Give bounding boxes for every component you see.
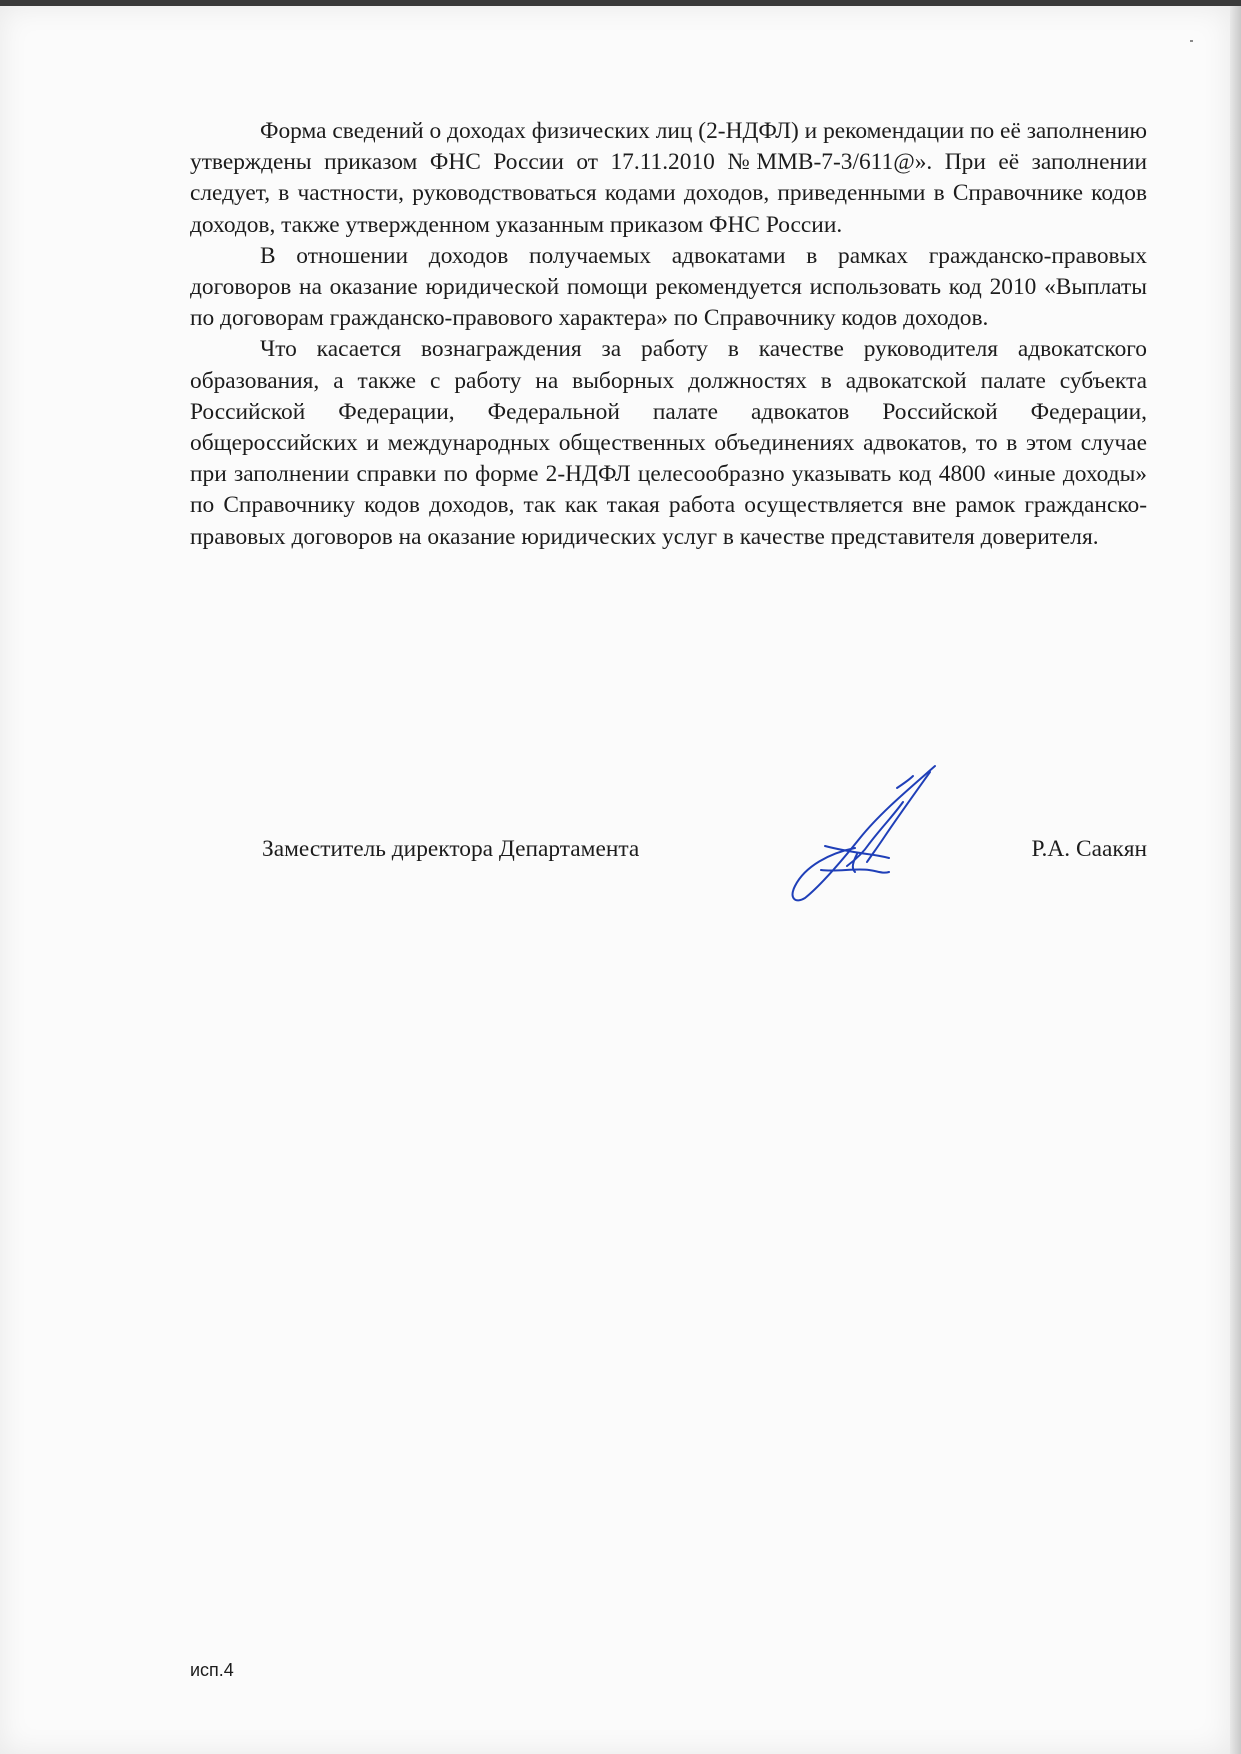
letter-body <box>190 116 1147 553</box>
signature-block <box>262 836 1147 876</box>
handwritten-signature <box>785 758 955 908</box>
paragraph-form-2ndfl: Форма сведений о доходах физических лиц (2-НДФЛ) и рекомендации по её заполнению утверждены приказом ФНС России от 17.11.2010 №ММВ-7-3/611@». При её заполнении следует, в частности, руководствоваться кодами доходов, приведенными в Справочнике кодов доходов, также утвержденном указанным приказом ФНС России. <box>190 118 1147 238</box>
page-edge-shadow <box>1230 6 1241 1754</box>
signatory-position: Заместитель директора Департамента <box>262 836 640 862</box>
executor-note: исп.4 <box>190 1660 234 1680</box>
signatory-name: Р.А. Саакян <box>1031 836 1147 862</box>
paragraph-code-2010: В отношении доходов получаемых адвокатами в рамках гражданско-правовых договоров на оказание юридической помощи рекомендуется использовать код 2010 «Выплаты по договорам гражданско-правового характера» по Справочнику кодов доходов. <box>190 242 1147 332</box>
scan-speck <box>1190 40 1193 42</box>
paragraph-code-4800: Что касается вознаграждения за работу в качестве руководителя адвокатского образования, а также с работу на выборных должностях в адвокатской палате субъекта Российской Федерации, Федеральной палате адвокатов Российской Федерации, общероссийских и международных общественных объединениях адвокатов, то в этом случае при заполнении справки по форме 2-НДФЛ целесообразно указывать код 4800 «иные доходы» по Справочнику кодов доходов, так как такая работа осуществляется вне рамок гражданско-правовых договоров на оказание юридических услуг в качестве представителя доверителя. <box>190 336 1147 550</box>
